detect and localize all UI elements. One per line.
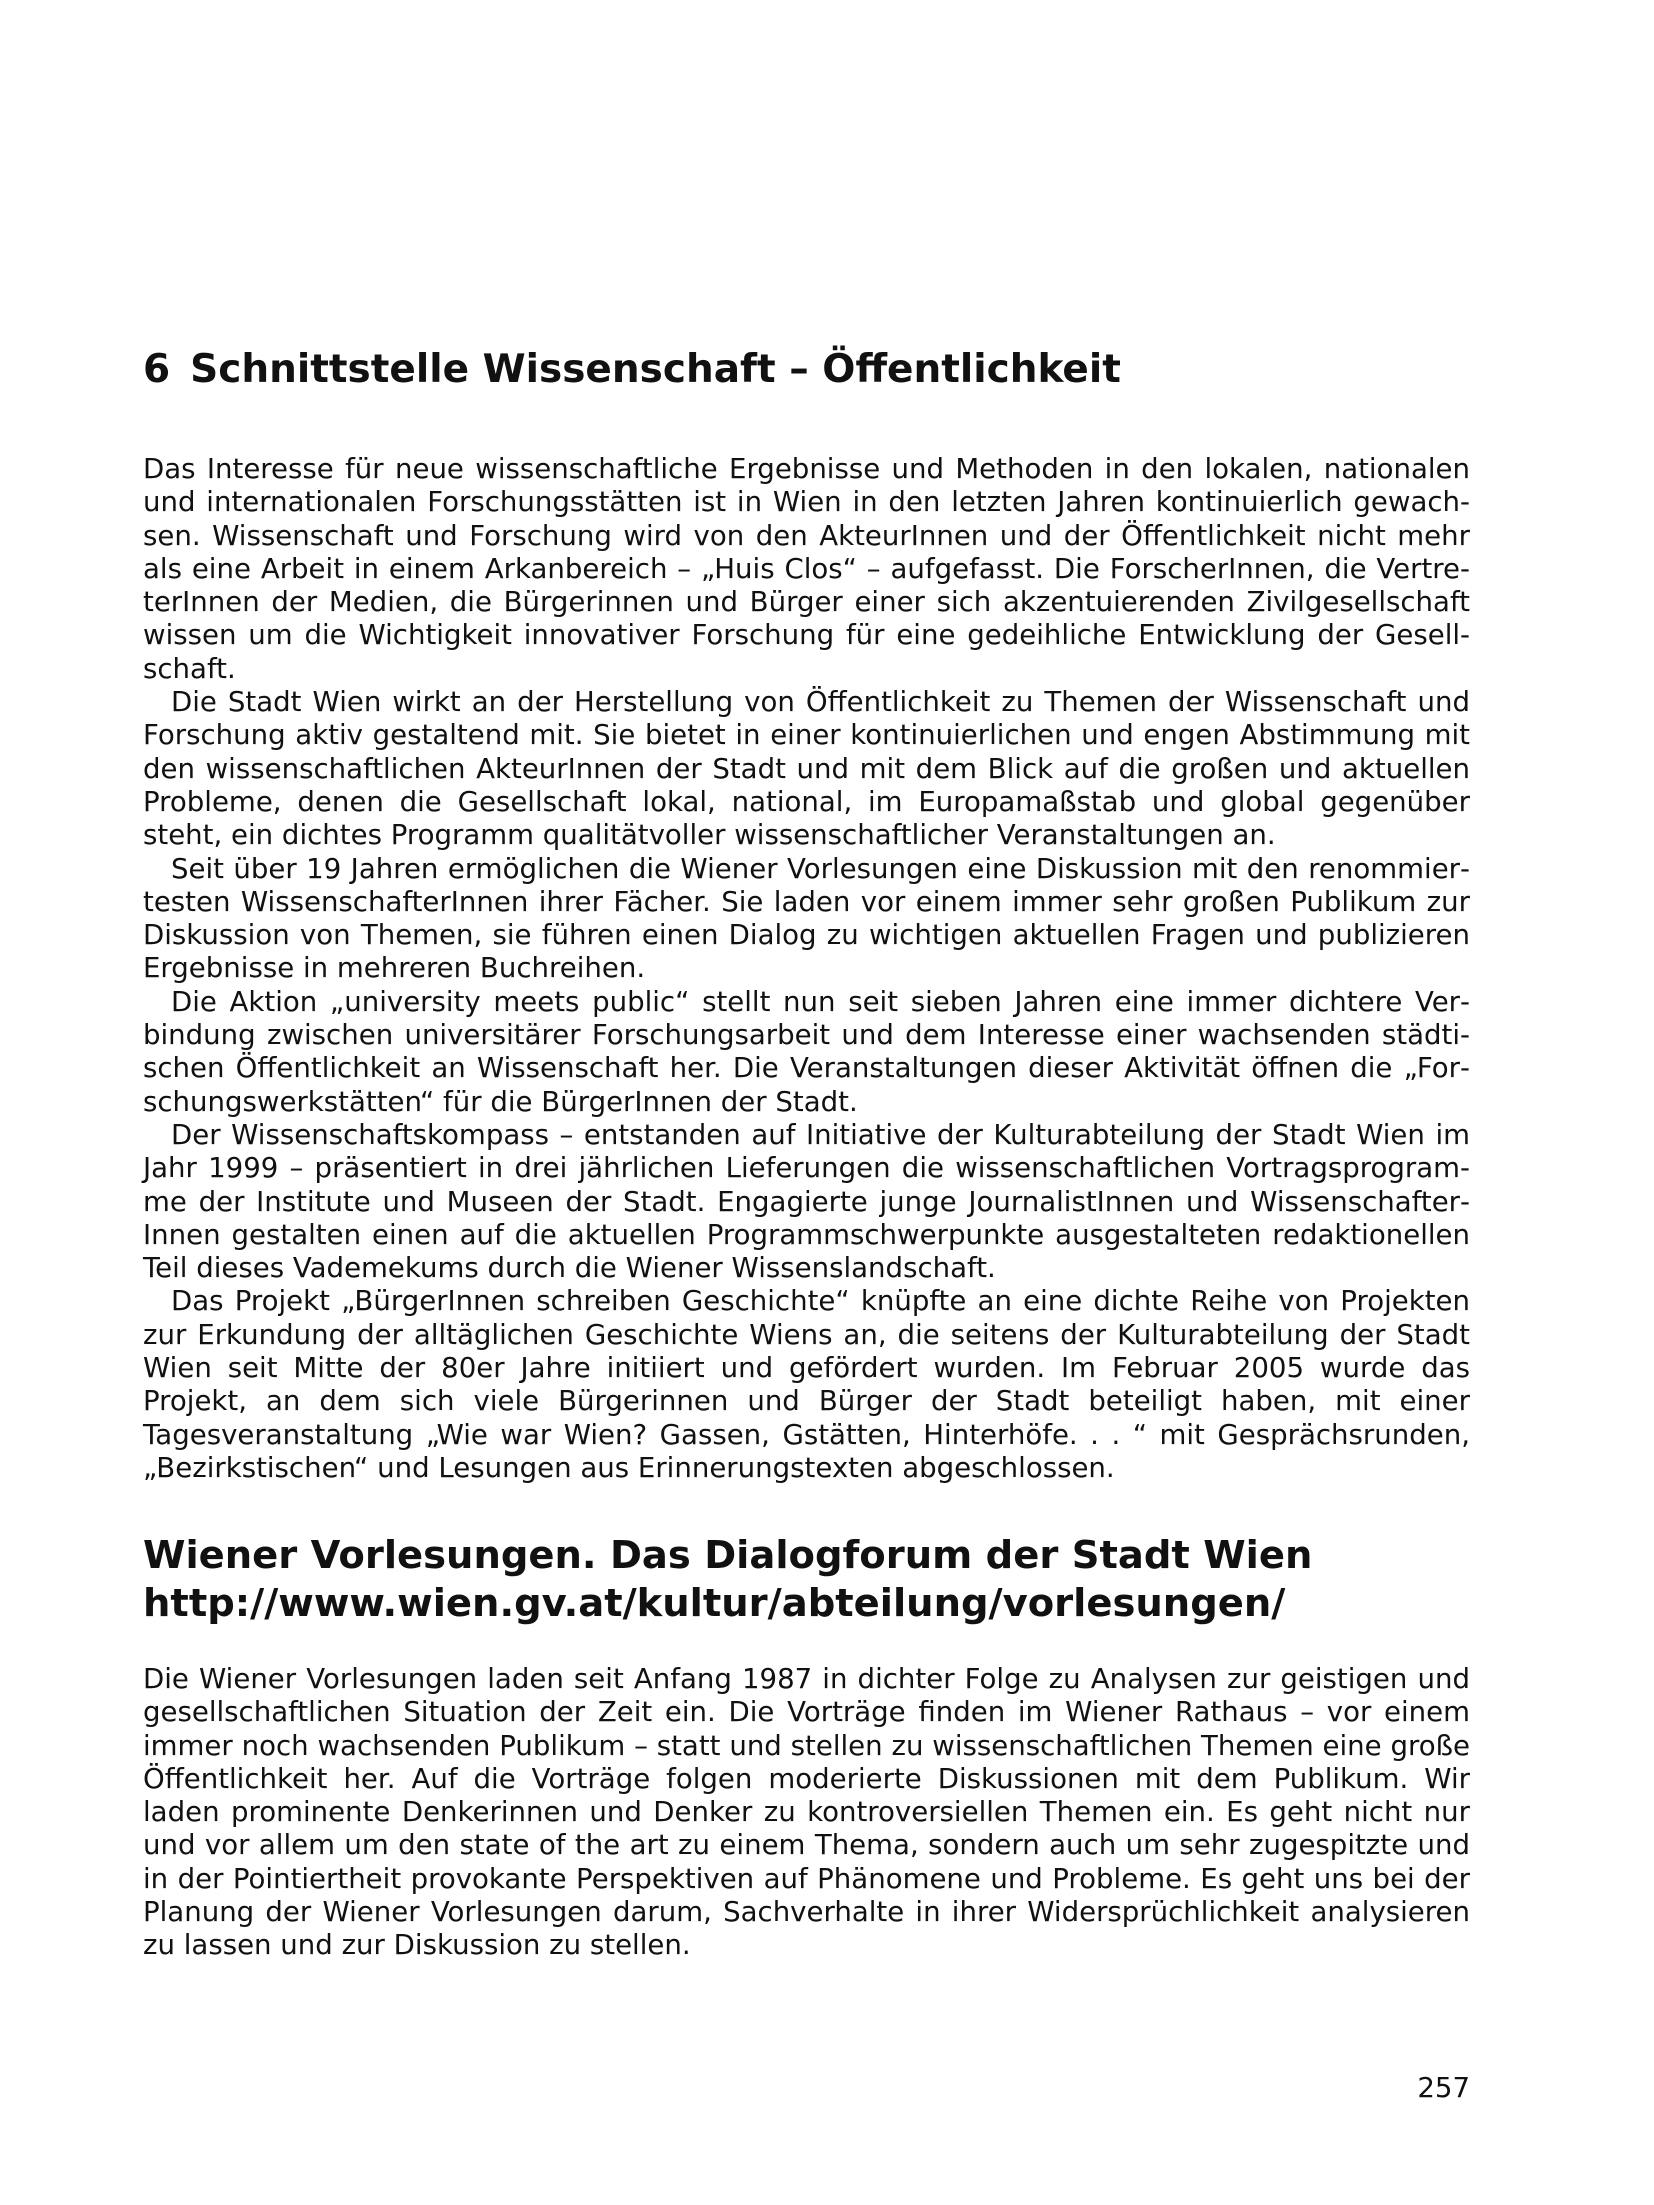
section-body <box>143 1662 1470 1962</box>
paragraph: Die Stadt Wien wirkt an der Herstellung von Öffentlichkeit zu Themen der Wissenschaft und Forschung aktiv gestaltend mit. Sie bietet in einer kontinuierlichen und engen Abstimmung mit den wissenschaftlichen AkteurInnen der Stadt und mit dem Blick auf die großen und aktuellen Probleme, denen die Gesellschaft lokal, national, im Europamaßstab und global gegenüber steht, ein dichtes Programm qualitätvoller wissenschaftlicher Veranstaltungen an. <box>143 685 1470 852</box>
page-number: 257 <box>1417 2071 1470 2104</box>
chapter-title: Schnittstelle Wissenschaft – Öffentlichkeit <box>190 347 1121 392</box>
chapter-body <box>143 452 1470 1484</box>
document-page <box>143 0 1470 2205</box>
chapter-heading <box>143 346 1121 394</box>
section-title: Wiener Vorlesungen. Das Dialogforum der Stadt Wien <box>143 1533 1313 1578</box>
paragraph: Das Projekt „BürgerInnen schreiben Geschichte“ knüpfte an eine dichte Reihe von Projekten zur Erkundung der alltäglichen Geschichte Wiens an, die seitens der Kulturabteilung der Stadt Wien seit Mitte der 80er Jahre initiiert und gefördert wurden. Im Februar 2005 wurde das Projekt, an dem sich viele Bürgerinnen und Bürger der Stadt beteiligt haben, mit einer Tagesveranstaltung „Wie war Wien? Gassen, Gstätten, Hinterhöfe. . . “ mit Gesprächsrunden, „Bezirkstischen“ und Lesungen aus Erinnerungstexten abgeschlossen. <box>143 1284 1470 1484</box>
paragraph: Das Interesse für neue wissenschaftliche Ergebnisse und Methoden in den lokalen, nationalen und internationalen Forschungsstätten ist in Wien in den letzten Jahren kontinuierlich gewachsen. Wissenschaft und Forschung wird von den AkteurInnen und der Öffentlichkeit nicht mehr als eine Arbeit in einem Arkanbereich – „Huis Clos“ – aufgefasst. Die ForscherInnen, die VertreterInnen der Medien, die Bürgerinnen und Bürger einer sich akzentuierenden Zivilgesellschaft wissen um die Wichtigkeit innovativer Forschung für eine gedeihliche Entwicklung der Gesellschaft. <box>143 452 1470 685</box>
section-url: http://www.wien.gv.at/kultur/abteilung/vorlesungen/ <box>143 1581 1286 1626</box>
paragraph: Die Aktion „university meets public“ stellt nun seit sieben Jahren eine immer dichtere Verbindung zwischen universitärer Forschungsarbeit und dem Interesse einer wachsenden städtischen Öffentlichkeit an Wissenschaft her. Die Veranstaltungen dieser Aktivität öffnen die „Forschungswerkstätten“ für die BürgerInnen der Stadt. <box>143 984 1470 1118</box>
paragraph: Die Wiener Vorlesungen laden seit Anfang 1987 in dichter Folge zu Analysen zur geistigen und gesellschaftlichen Situation der Zeit ein. Die Vorträge finden im Wiener Rathaus – vor einem immer noch wachsenden Publikum – statt und stellen zu wissenschaftlichen Themen eine große Öffentlichkeit her. Auf die Vorträge folgen moderierte Diskussionen mit dem Publikum. Wir laden prominente Denkerinnen und Denker zu kontroversiellen Themen ein. Es geht nicht nur und vor allem um den state of the art zu einem Thema, sondern auch um sehr zugespitzte und in der Pointiertheit provokante Perspektiven auf Phänomene und Probleme. Es geht uns bei der Planung der Wiener Vorlesungen darum, Sachverhalte in ihrer Widersprüchlichkeit analysieren zu lassen und zur Diskussion zu stellen. <box>143 1662 1470 1962</box>
chapter-number: 6 <box>143 347 171 392</box>
paragraph: Seit über 19 Jahren ermöglichen die Wiener Vorlesungen eine Diskussion mit den renommiertesten WissenschafterInnen ihrer Fächer. Sie laden vor einem immer sehr großen Publikum zur Diskussion von Themen, sie führen einen Dialog zu wichtigen aktuellen Fragen und publizieren Ergebnisse in mehreren Buchreihen. <box>143 851 1470 985</box>
paragraph: Der Wissenschaftskompass – entstanden auf Initiative der Kulturabteilung der Stadt Wien im Jahr 1999 – präsentiert in drei jährlichen Lieferungen die wissenschaftlichen Vortragsprogramme der Institute und Museen der Stadt. Engagierte junge JournalistInnen und WissenschafterInnen gestalten einen auf die aktuellen Programmschwerpunkte ausgestalteten redaktionellen Teil dieses Vademekums durch die Wiener Wissenslandschaft. <box>143 1117 1470 1285</box>
section-heading <box>143 1532 1312 1628</box>
